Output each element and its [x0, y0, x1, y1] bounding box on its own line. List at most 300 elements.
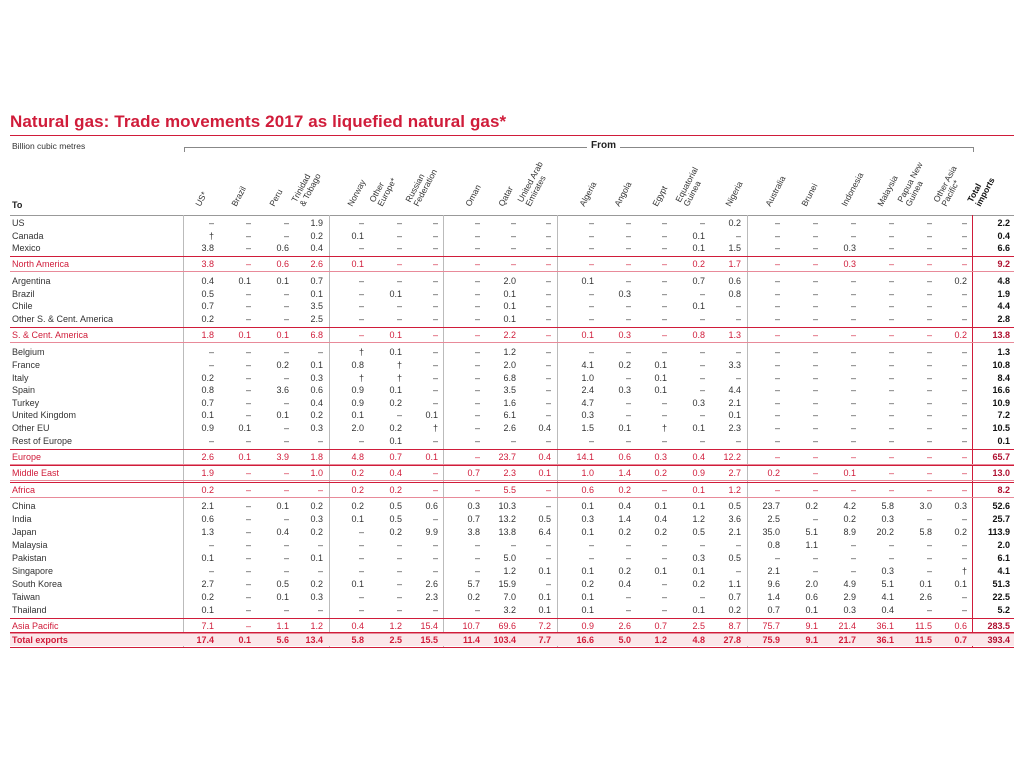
table-cell: 0.8: [201, 385, 214, 395]
from-label: From: [587, 140, 620, 151]
table-cell: –: [545, 373, 551, 383]
table-cell: –: [850, 410, 856, 420]
table-cell: –: [812, 301, 818, 311]
table-cell: –: [926, 514, 932, 524]
table-cell: 0.2: [389, 398, 402, 408]
table-cell: –: [208, 436, 214, 446]
table-cell: 0.3: [654, 452, 667, 462]
table-cell: 0.1: [351, 231, 364, 241]
table-cell: 0.1: [581, 501, 594, 511]
table-cell: –: [208, 218, 214, 228]
table-cell: –: [625, 605, 631, 615]
table-cell: 1.2: [728, 485, 741, 495]
table-cell: –: [245, 243, 251, 253]
table-cell: 0.1: [581, 276, 594, 286]
total-cell: 13.8: [992, 330, 1010, 340]
table-cell: –: [812, 514, 818, 524]
table-cell: –: [888, 373, 894, 383]
section-rule: [10, 647, 1014, 648]
table-cell: 2.6: [201, 452, 214, 462]
table-cell: –: [850, 436, 856, 446]
table-cell: –: [926, 360, 932, 370]
row-label: Asia Pacific: [12, 621, 59, 631]
table-cell: –: [432, 360, 438, 370]
table-cell: –: [926, 385, 932, 395]
table-cell: 0.6: [805, 592, 818, 602]
total-cell: 4.8: [997, 276, 1010, 286]
table-cell: –: [245, 527, 251, 537]
row-label: Japan: [12, 527, 37, 537]
table-cell: 3.5: [310, 301, 323, 311]
table-cell: 0.2: [618, 485, 631, 495]
table-cell: –: [588, 347, 594, 357]
table-cell: –: [474, 410, 480, 420]
table-cell: –: [699, 540, 705, 550]
table-cell: 1.9: [201, 468, 214, 478]
table-cell: 2.4: [581, 385, 594, 395]
table-cell: –: [432, 605, 438, 615]
table-cell: 1.4: [618, 468, 631, 478]
table-cell: –: [474, 436, 480, 446]
title-rule: [10, 135, 1014, 136]
table-cell: 1.1: [805, 540, 818, 550]
table-cell: 0.1: [201, 553, 214, 563]
table-cell: 0.1: [692, 566, 705, 576]
table-cell: –: [774, 259, 780, 269]
table-cell: 13.2: [498, 514, 516, 524]
table-row: [0, 217, 1024, 229]
table-cell: 2.5: [310, 314, 323, 324]
table-cell: –: [961, 485, 967, 495]
table-cell: 0.1: [389, 436, 402, 446]
table-cell: 5.6: [276, 635, 289, 645]
table-cell: –: [545, 330, 551, 340]
table-cell: –: [625, 301, 631, 311]
table-cell: 0.7: [310, 276, 323, 286]
table-cell: 0.4: [310, 243, 323, 253]
table-cell: –: [245, 436, 251, 446]
table-cell: –: [926, 289, 932, 299]
table-cell: 3.9: [276, 452, 289, 462]
table-cell: 2.1: [767, 566, 780, 576]
table-cell: –: [774, 553, 780, 563]
table-cell: 7.2: [538, 621, 551, 631]
table-cell: 1.0: [581, 468, 594, 478]
table-cell: 0.1: [654, 501, 667, 511]
total-cell: 2.2: [997, 218, 1010, 228]
table-cell: 5.8: [881, 501, 894, 511]
table-cell: 0.7: [767, 605, 780, 615]
table-cell: –: [245, 373, 251, 383]
table-cell: 0.4: [389, 468, 402, 478]
table-cell: –: [812, 276, 818, 286]
table-cell: –: [545, 398, 551, 408]
table-cell: –: [245, 605, 251, 615]
table-cell: –: [317, 347, 323, 357]
table-cell: –: [926, 423, 932, 433]
table-cell: –: [432, 540, 438, 550]
column-header-label: Norway: [345, 177, 368, 208]
table-cell: 0.2: [310, 231, 323, 241]
table-cell: 0.8: [767, 540, 780, 550]
table-cell: –: [888, 485, 894, 495]
table-cell: –: [545, 301, 551, 311]
table-cell: 0.3: [581, 514, 594, 524]
table-cell: 9.6: [767, 579, 780, 589]
table-cell: 20.2: [876, 527, 894, 537]
table-cell: –: [317, 485, 323, 495]
table-row: [0, 539, 1024, 551]
table-cell: –: [358, 436, 364, 446]
table-cell: 0.9: [201, 423, 214, 433]
table-cell: –: [735, 540, 741, 550]
table-cell: –: [396, 410, 402, 420]
table-cell: –: [432, 485, 438, 495]
table-cell: –: [812, 218, 818, 228]
table-cell: 0.1: [389, 347, 402, 357]
table-cell: 2.9: [843, 592, 856, 602]
table-cell: –: [545, 540, 551, 550]
table-cell: –: [888, 243, 894, 253]
table-cell: –: [961, 347, 967, 357]
table-cell: –: [432, 398, 438, 408]
from-bracket-line: [184, 147, 974, 148]
section-rule: [10, 342, 1014, 343]
table-cell: 75.9: [762, 635, 780, 645]
row-label: Singapore: [12, 566, 54, 576]
table-cell: –: [661, 259, 667, 269]
table-cell: 5.5: [503, 485, 516, 495]
table-cell: –: [699, 347, 705, 357]
table-cell: 1.5: [581, 423, 594, 433]
table-cell: –: [961, 243, 967, 253]
from-bracket-left-tick: [184, 147, 185, 152]
table-cell: 5.0: [618, 635, 631, 645]
table-cell: –: [850, 485, 856, 495]
table-cell: –: [245, 553, 251, 563]
table-cell: –: [926, 243, 932, 253]
table-cell: 4.8: [351, 452, 364, 462]
table-row: [0, 242, 1024, 254]
table-cell: 0.1: [654, 373, 667, 383]
table-cell: –: [396, 218, 402, 228]
table-cell: 6.8: [503, 373, 516, 383]
table-cell: –: [208, 566, 214, 576]
table-cell: 1.5: [728, 243, 741, 253]
subtotal-row: [0, 467, 1024, 479]
table-cell: –: [245, 360, 251, 370]
table-cell: –: [283, 468, 289, 478]
table-cell: –: [396, 540, 402, 550]
table-cell: 2.7: [201, 579, 214, 589]
section-rule: [10, 271, 1014, 272]
table-cell: –: [961, 540, 967, 550]
table-cell: –: [661, 579, 667, 589]
table-cell: 0.2: [728, 605, 741, 615]
table-cell: –: [474, 566, 480, 576]
table-cell: –: [588, 553, 594, 563]
table-row: [0, 275, 1024, 287]
column-header-label: Indonesia: [839, 170, 866, 208]
table-cell: –: [661, 553, 667, 563]
table-cell: –: [545, 259, 551, 269]
table-cell: –: [888, 468, 894, 478]
table-cell: –: [245, 385, 251, 395]
table-cell: 5.7: [467, 579, 480, 589]
table-cell: –: [245, 347, 251, 357]
table-cell: –: [283, 605, 289, 615]
table-cell: 2.0: [503, 276, 516, 286]
table-cell: –: [625, 231, 631, 241]
table-cell: –: [625, 243, 631, 253]
table-cell: –: [735, 314, 741, 324]
table-cell: †: [358, 373, 364, 383]
table-cell: 0.7: [654, 621, 667, 631]
total-cell: 9.2: [997, 259, 1010, 269]
table-cell: –: [926, 605, 932, 615]
table-cell: 2.5: [767, 514, 780, 524]
table-cell: –: [245, 301, 251, 311]
table-cell: –: [317, 540, 323, 550]
table-cell: 0.3: [881, 514, 894, 524]
table-cell: –: [432, 553, 438, 563]
table-cell: 69.6: [498, 621, 516, 631]
table-cell: 0.3: [310, 423, 323, 433]
table-cell: –: [283, 436, 289, 446]
table-cell: 1.4: [618, 514, 631, 524]
column-header-label: Brunei: [799, 181, 820, 208]
table-cell: 0.1: [692, 485, 705, 495]
table-cell: –: [926, 301, 932, 311]
table-cell: –: [358, 592, 364, 602]
table-cell: –: [735, 436, 741, 446]
table-cell: –: [888, 452, 894, 462]
table-cell: 2.6: [425, 579, 438, 589]
table-cell: –: [888, 289, 894, 299]
section-rule: [10, 327, 1014, 328]
table-cell: 0.9: [351, 385, 364, 395]
table-cell: –: [245, 314, 251, 324]
table-cell: –: [283, 347, 289, 357]
column-header-label: Peru: [267, 187, 285, 208]
table-cell: –: [812, 553, 818, 563]
table-cell: –: [812, 566, 818, 576]
table-cell: 0.7: [954, 635, 967, 645]
column-header-label: Trinidad & Tobago: [289, 171, 323, 208]
column-header-label: Oman: [463, 182, 483, 208]
table-cell: –: [545, 347, 551, 357]
table-cell: 0.6: [276, 259, 289, 269]
table-cell: †: [661, 423, 667, 433]
table-cell: –: [850, 360, 856, 370]
table-cell: –: [245, 501, 251, 511]
table-cell: 0.2: [954, 276, 967, 286]
row-label: Canada: [12, 231, 44, 241]
column-header-label: United Arab Emirates: [515, 159, 548, 208]
table-cell: 3.2: [503, 605, 516, 615]
table-cell: 2.1: [201, 501, 214, 511]
table-cell: 8.7: [728, 621, 741, 631]
table-cell: 0.1: [728, 410, 741, 420]
table-cell: –: [888, 314, 894, 324]
table-row: [0, 604, 1024, 616]
table-cell: 0.1: [581, 605, 594, 615]
table-cell: 0.1: [692, 231, 705, 241]
table-cell: –: [699, 410, 705, 420]
table-cell: 0.2: [654, 468, 667, 478]
total-row: [0, 634, 1024, 646]
table-cell: 0.1: [843, 468, 856, 478]
table-cell: –: [926, 410, 932, 420]
table-cell: 4.9: [843, 579, 856, 589]
table-cell: 0.2: [389, 527, 402, 537]
table-cell: 0.1: [654, 360, 667, 370]
table-cell: 6.4: [538, 527, 551, 537]
table-cell: –: [358, 527, 364, 537]
table-cell: –: [396, 553, 402, 563]
table-cell: 11.5: [915, 621, 932, 631]
table-cell: –: [661, 485, 667, 495]
table-cell: –: [661, 289, 667, 299]
table-cell: –: [888, 436, 894, 446]
table-cell: 0.2: [467, 592, 480, 602]
table-cell: –: [474, 347, 480, 357]
table-cell: –: [812, 385, 818, 395]
table-cell: –: [396, 231, 402, 241]
table-cell: –: [850, 452, 856, 462]
table-cell: 0.2: [310, 410, 323, 420]
table-cell: –: [588, 231, 594, 241]
table-cell: 12.2: [723, 452, 741, 462]
row-label: Turkey: [12, 398, 40, 408]
table-cell: –: [474, 276, 480, 286]
table-cell: 2.3: [425, 592, 438, 602]
table-cell: 5.8: [351, 635, 364, 645]
table-cell: –: [735, 347, 741, 357]
table-cell: 0.1: [503, 314, 516, 324]
total-cell: 65.7: [992, 452, 1010, 462]
table-cell: 0.1: [581, 330, 594, 340]
table-cell: 9.1: [805, 621, 818, 631]
table-cell: 0.1: [351, 579, 364, 589]
row-label: Spain: [12, 385, 36, 395]
table-cell: –: [774, 452, 780, 462]
table-cell: –: [245, 566, 251, 576]
table-cell: 15.5: [420, 635, 438, 645]
table-cell: –: [661, 243, 667, 253]
table-cell: –: [432, 330, 438, 340]
table-cell: –: [474, 289, 480, 299]
table-cell: 13.8: [498, 527, 516, 537]
table-cell: 2.6: [503, 423, 516, 433]
total-cell: 52.6: [992, 501, 1010, 511]
table-cell: –: [774, 243, 780, 253]
table-cell: –: [926, 468, 932, 478]
table-cell: 0.4: [618, 501, 631, 511]
table-cell: 0.7: [467, 468, 480, 478]
row-label: Thailand: [12, 605, 47, 615]
table-cell: –: [432, 259, 438, 269]
table-cell: †: [961, 566, 967, 576]
table-cell: –: [245, 218, 251, 228]
total-cell: 113.9: [987, 527, 1010, 537]
table-cell: –: [774, 485, 780, 495]
table-cell: –: [625, 553, 631, 563]
table-cell: –: [961, 301, 967, 311]
table-cell: –: [926, 231, 932, 241]
table-cell: 0.4: [538, 423, 551, 433]
table-cell: –: [812, 231, 818, 241]
table-cell: †: [358, 347, 364, 357]
table-cell: –: [850, 553, 856, 563]
total-cell: 16.6: [992, 385, 1010, 395]
table-cell: 0.4: [881, 605, 894, 615]
table-cell: 17.4: [196, 635, 214, 645]
table-cell: –: [699, 289, 705, 299]
table-cell: –: [474, 330, 480, 340]
table-cell: –: [283, 423, 289, 433]
table-cell: –: [358, 553, 364, 563]
table-cell: 3.8: [201, 243, 214, 253]
table-cell: –: [245, 621, 251, 631]
table-cell: –: [661, 218, 667, 228]
table-cell: –: [474, 385, 480, 395]
table-cell: –: [888, 218, 894, 228]
table-cell: –: [396, 566, 402, 576]
table-cell: –: [283, 301, 289, 311]
table-cell: –: [625, 592, 631, 602]
table-cell: –: [432, 218, 438, 228]
table-cell: 0.2: [201, 485, 214, 495]
table-cell: –: [774, 347, 780, 357]
table-cell: –: [850, 373, 856, 383]
column-header-label: US*: [193, 189, 210, 208]
table-cell: 1.2: [389, 621, 402, 631]
total-cell: 4.1: [997, 566, 1010, 576]
table-cell: –: [396, 301, 402, 311]
table-cell: 0.2: [654, 527, 667, 537]
table-cell: –: [735, 231, 741, 241]
row-label: North America: [12, 259, 70, 269]
table-row: [0, 313, 1024, 325]
table-cell: –: [358, 243, 364, 253]
table-cell: –: [545, 501, 551, 511]
table-cell: 0.1: [351, 514, 364, 524]
table-cell: 0.2: [310, 579, 323, 589]
table-cell: 11.5: [914, 635, 932, 645]
table-cell: 0.9: [692, 468, 705, 478]
table-cell: 4.7: [581, 398, 594, 408]
column-header-label: Equatorial Guinea: [673, 165, 703, 208]
table-cell: –: [245, 468, 251, 478]
table-cell: 0.6: [618, 452, 631, 462]
table-row: [0, 372, 1024, 384]
table-row: [0, 591, 1024, 603]
subtotal-row: [0, 451, 1024, 463]
table-cell: –: [510, 259, 516, 269]
table-cell: 2.2: [503, 330, 516, 340]
table-cell: –: [474, 259, 480, 269]
table-cell: –: [888, 540, 894, 550]
table-cell: –: [588, 301, 594, 311]
table-cell: –: [850, 276, 856, 286]
subtotal-row: [0, 329, 1024, 341]
section-rule: [10, 480, 1014, 481]
table-cell: –: [396, 259, 402, 269]
table-cell: 5.0: [503, 553, 516, 563]
total-cell: 2.8: [997, 314, 1010, 324]
table-cell: –: [545, 436, 551, 446]
